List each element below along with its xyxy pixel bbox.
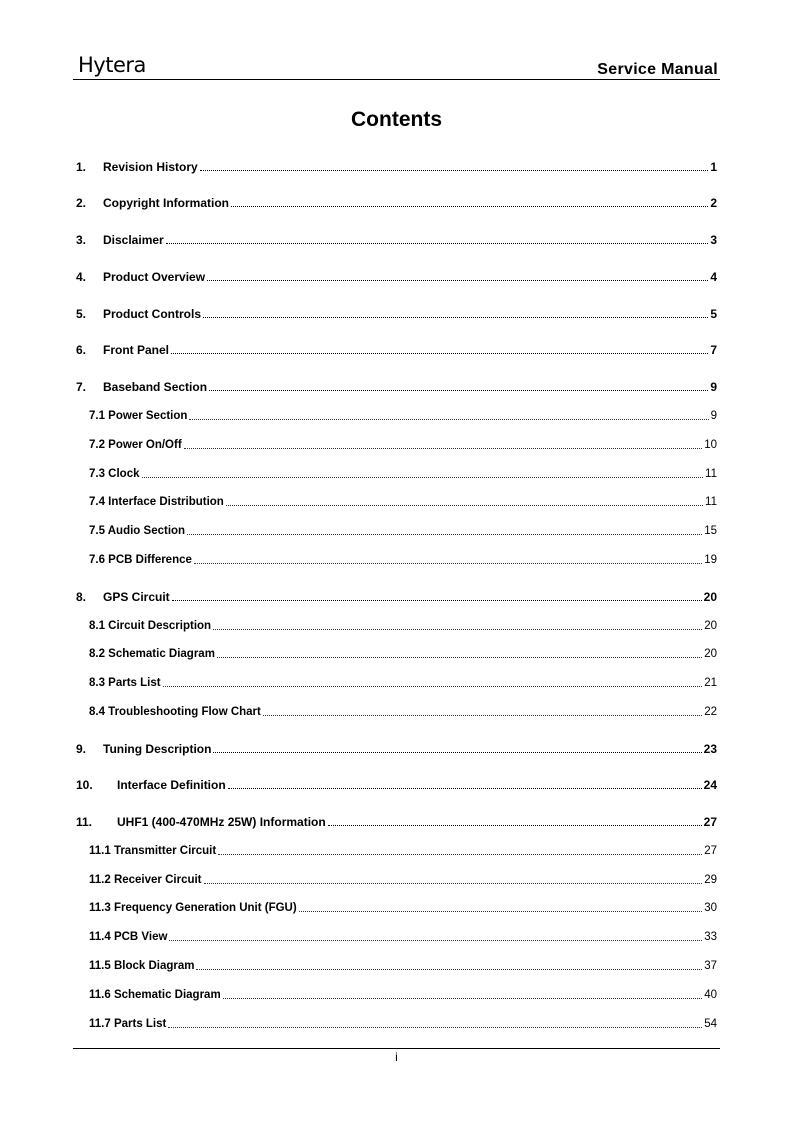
dot-leader [168,1027,702,1028]
toc-entry-title: 11.6 Schematic Diagram [89,989,221,1001]
toc-entry-number: 9. [76,742,87,756]
toc-entry-page: 27 [703,815,717,829]
toc-entry-title: Product Overview [103,270,206,284]
toc-entry-page: 29 [704,874,717,886]
toc-subentry[interactable] [89,465,717,483]
toc-entry-title: Product Controls [103,307,201,321]
toc-entry-page: 23 [703,742,717,756]
dot-leader [196,969,702,970]
dot-leader [223,998,703,999]
dot-leader [204,883,703,884]
dot-leader [231,206,708,207]
toc-entry[interactable] [76,776,717,794]
toc-subentry[interactable] [89,703,717,721]
dot-leader [163,686,703,687]
toc-entry-page: 2 [710,196,717,210]
toc-entry-title: 11.2 Receiver Circuit [89,874,202,886]
dot-leader [299,911,703,912]
toc-entry-page: 40 [704,989,717,1001]
toc-entry-page: 24 [703,778,717,792]
toc-subentry[interactable] [89,842,717,860]
toc-entry-title: 7.6 PCB Difference [89,554,192,566]
toc-entry-title: 11.7 Parts List [89,1018,167,1030]
toc-entry[interactable] [76,158,717,176]
toc-entry-page: 22 [704,706,717,718]
toc-entry-title: 11.5 Block Diagram [89,960,195,972]
toc-entry-title: UHF1 (400-470MHz 25W) Information [117,815,326,829]
toc-subentry[interactable] [89,674,717,692]
header-rule [73,79,720,80]
toc-subentry[interactable] [89,522,717,540]
dot-leader [218,854,702,855]
toc-subentry[interactable] [89,436,717,454]
toc-entry[interactable] [76,231,717,249]
toc-subentry[interactable] [89,617,717,635]
toc-entry-page: 19 [704,554,717,566]
toc-entry[interactable] [76,813,717,831]
toc-entry-number: 10. [76,778,93,792]
toc-subentry[interactable] [89,899,717,917]
dot-leader [187,534,702,535]
toc-entry-title: Interface Definition [117,778,226,792]
toc-entry-number: 5. [76,307,87,321]
dot-leader [217,657,702,658]
toc-entry-title: Disclaimer [103,233,164,247]
toc-entry-page: 3 [710,233,717,247]
dot-leader [172,600,702,601]
toc-entry[interactable] [76,341,717,359]
toc-entry-page: 37 [704,960,717,972]
toc-entry-page: 4 [710,270,717,284]
dot-leader [184,448,703,449]
toc-entry[interactable] [76,194,717,212]
dot-leader [200,170,709,171]
toc-entry-number: 4. [76,270,87,284]
toc-entry-title: Front Panel [103,343,170,357]
toc-entry-number: 6. [76,343,87,357]
toc-entry-title: 8.1 Circuit Description [89,620,212,632]
toc-entry-page: 11 [705,468,717,480]
dot-leader [207,280,708,281]
toc-entry-title: 11.3 Frequency Generation Unit (FGU) [89,902,297,914]
toc-entry-title: 8.2 Schematic Diagram [89,648,215,660]
toc-entry[interactable] [76,305,717,323]
page-number: i [395,1050,398,1064]
toc-entry-page: 20 [704,620,717,632]
toc-entry-page: 5 [710,307,717,321]
dot-leader [226,505,703,506]
page-title: Contents [351,108,442,131]
toc-entry-title: 7.2 Power On/Off [89,439,182,451]
toc-entry-page: 20 [704,648,717,660]
dot-leader [228,788,702,789]
manual-title: Service Manual [597,61,718,78]
toc-subentry[interactable] [89,986,717,1004]
toc-entry-number: 11. [76,815,93,829]
toc-entry-title: Tuning Description [103,742,212,756]
toc-entry-page: 7 [710,343,717,357]
dot-leader [142,477,704,478]
toc-entry-number: 1. [76,160,87,174]
dot-leader [189,419,708,420]
toc-entry-title: 7.4 Interface Distribution [89,496,224,508]
toc-entry-page: 11 [705,496,717,508]
toc-entry-page: 33 [704,931,717,943]
toc-entry-title: 11.1 Transmitter Circuit [89,845,217,857]
toc-entry-number: 8. [76,590,87,604]
toc-entry-page: 9 [710,410,717,422]
toc-subentry[interactable] [89,928,717,946]
toc-entry[interactable] [76,588,717,606]
toc-entry[interactable] [76,378,717,396]
dot-leader [209,390,708,391]
footer-rule [73,1048,720,1049]
dot-leader [328,825,702,826]
toc-entry-page: 54 [704,1018,717,1030]
toc-entry-page: 21 [704,677,717,689]
toc-entry-number: 7. [76,380,87,394]
toc-entry-page: 30 [704,902,717,914]
dot-leader [263,715,702,716]
toc-subentry[interactable] [89,957,717,975]
toc-subentry[interactable] [89,493,717,511]
toc-entry-page: 27 [704,845,717,857]
toc-entry-number: 2. [76,196,87,210]
toc-entry[interactable] [76,740,717,758]
brand-logo-text: Hytera [78,53,146,77]
toc-subentry[interactable] [89,551,717,569]
toc-subentry[interactable] [89,645,717,663]
toc-entry-page: 20 [703,590,717,604]
toc-entry-title: Baseband Section [103,380,208,394]
dot-leader [166,243,709,244]
dot-leader [213,629,702,630]
toc-entry-page: 15 [704,525,717,537]
toc-entry-title: GPS Circuit [103,590,170,604]
toc-entry[interactable] [76,268,717,286]
toc-entry-page: 1 [710,160,717,174]
dot-leader [213,752,701,753]
toc-entry-title: 8.3 Parts List [89,677,161,689]
dot-leader [203,317,708,318]
toc-subentry[interactable] [89,871,717,889]
toc-entry-title: 11.4 PCB View [89,931,168,943]
toc-entry-title: Copyright Information [103,196,229,210]
toc-entry-number: 3. [76,233,87,247]
dot-leader [194,563,702,564]
dot-leader [169,940,702,941]
toc-entry-title: 8.4 Troubleshooting Flow Chart [89,706,261,718]
toc-entry-title: 7.1 Power Section [89,410,188,422]
toc-subentry[interactable] [89,1015,717,1033]
dot-leader [171,353,708,354]
toc-entry-title: 7.5 Audio Section [89,525,186,537]
toc-entry-title: 7.3 Clock [89,468,140,480]
toc-entry-title: Revision History [103,160,198,174]
toc-entry-page: 10 [704,439,717,451]
toc-subentry[interactable] [89,407,717,425]
toc-entry-page: 9 [710,380,717,394]
